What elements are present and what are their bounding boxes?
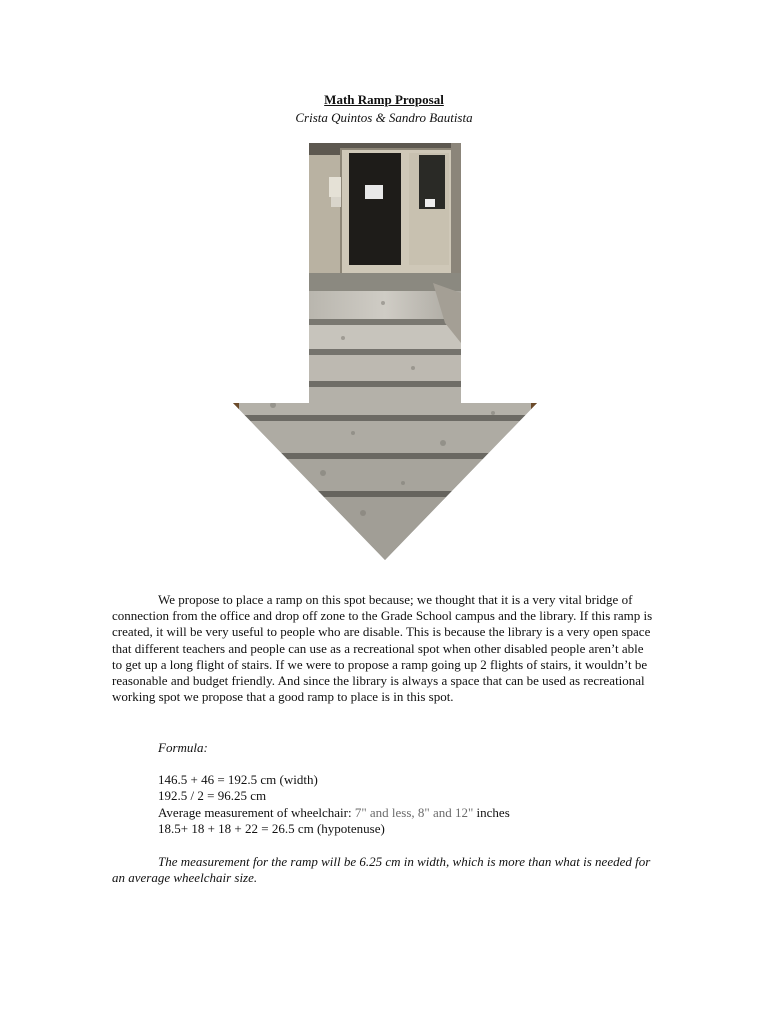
formula-line-hypotenuse: 18.5+ 18 + 18 + 22 = 26.5 cm (hypotenuse) xyxy=(158,820,385,836)
formula-line-wheelchair xyxy=(158,805,510,821)
document-title: Math Ramp Proposal xyxy=(324,92,444,107)
conclusion-paragraph: The measurement for the ramp will be 6.25 cm in width, which is more than what is needed for an average wheelchair size. xyxy=(112,854,651,886)
stairs-arrow-photo xyxy=(233,143,537,560)
formula-block xyxy=(158,740,510,837)
formula-label: Formula: xyxy=(158,740,208,755)
wheelchair-prefix: Average measurement of wheelchair: xyxy=(158,804,355,820)
document-authors: Crista Quintos & Sandro Bautista xyxy=(295,110,473,125)
formula-line-width: 146.5 + 46 = 192.5 cm (width) xyxy=(158,772,318,788)
wheelchair-suffix: inches xyxy=(473,804,510,820)
proposal-paragraph: We propose to place a ramp on this spot because; we thought that it is a very vital bridge of connection from the office and drop off zone to the Grade School campus and the library. If this ramp is created, it will be very useful to people who are disable. This is because the library is a very open space that different teachers and people can use as a recreational spot when other disabled people aren’t able to get up a long flight of stairs. If we were to propose a ramp going up 2 flights of stairs, it wouldn’t be reasonable and budget friendly. And since the library is always a space that can be used as recreational working spot we propose that a good ramp to place is in this spot. xyxy=(112,592,653,705)
wheelchair-values: 7" and less, 8" and 12" xyxy=(354,804,474,820)
formula-line-half: 192.5 / 2 = 96.25 cm xyxy=(158,788,267,804)
arrow-photo-svg xyxy=(233,143,537,560)
